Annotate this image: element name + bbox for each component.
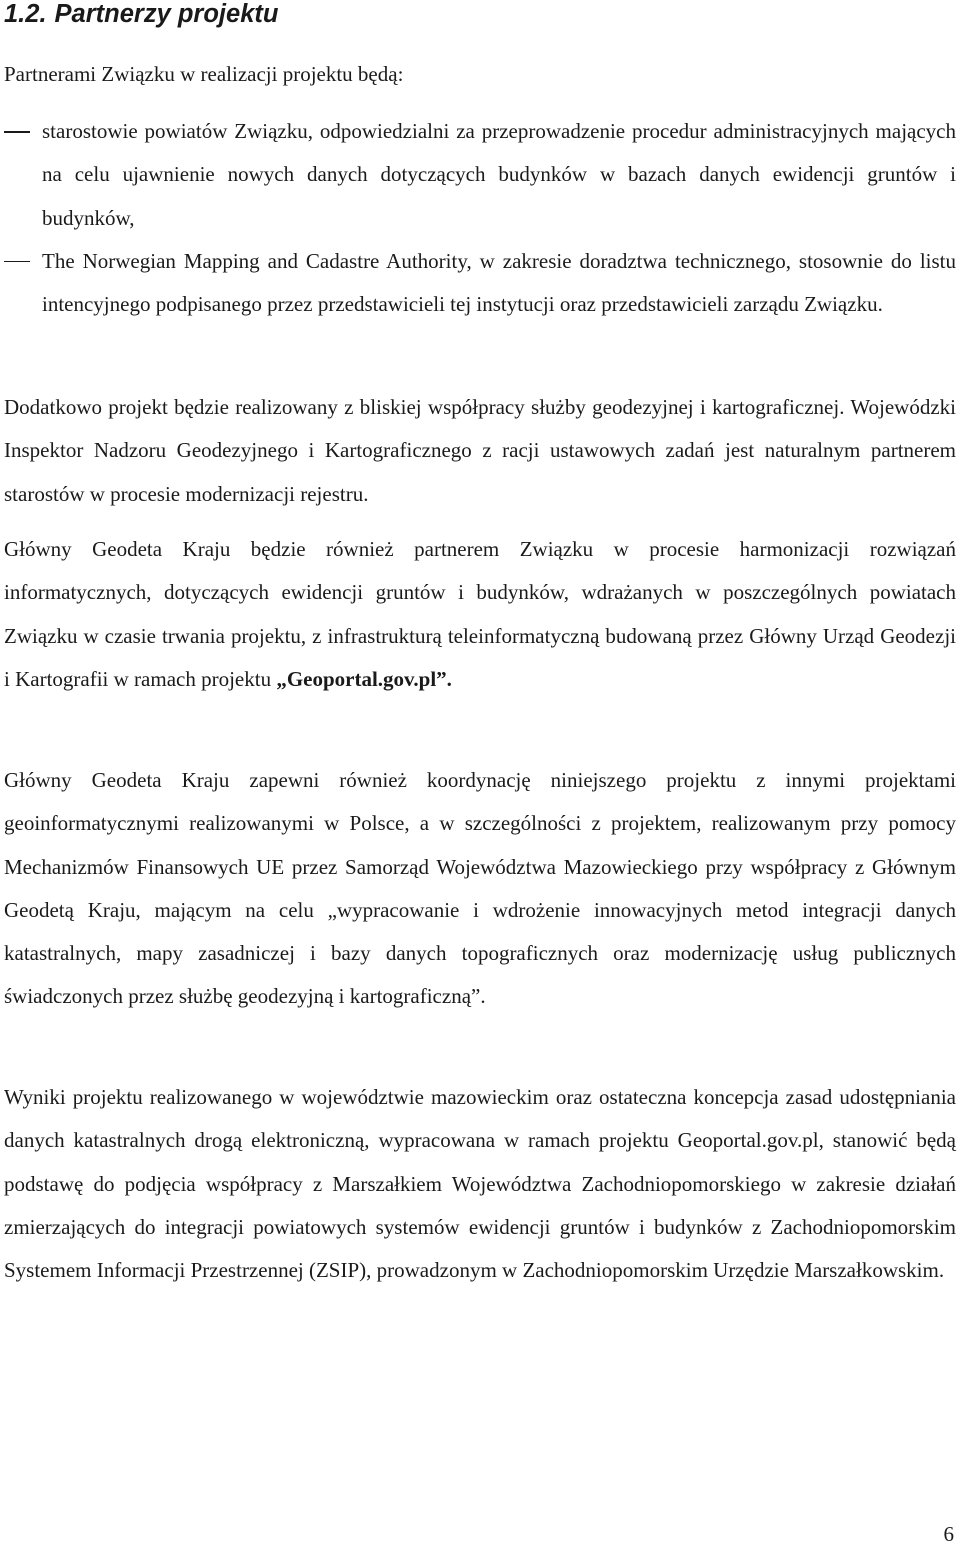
section-number: 1.2.	[4, 0, 47, 28]
section-heading	[4, 0, 278, 36]
paragraph-coordination: Główny Geodeta Kraju zapewni również koordynację niniejszego projektu z innymi projektami geoinformatycznymi realizowanymi w Polsce, a w szczególności z projektem, realizowanym przy pomocy Mechanizmów Finansowych UE przez Samorząd Województwa Mazowieckiego przy współpracy z Głównym Geodetą Kraju, mającym na celu „wypracowanie i wdrożenie innowacyjnych metod integracji danych katastralnych, mapy zasadniczej i bazy danych topograficznych oraz modernizację usług publicznych świadczonych przez służbę geodezyjną i kartograficzną”.	[4, 768, 956, 1009]
section-title: Partnerzy projektu	[54, 0, 279, 28]
partners-list	[4, 110, 956, 326]
list-item-text: The Norwegian Mapping and Cadastre Authority, w zakresie doradztwa technicznego, stosownie do listu intencyjnego podpisanego przez przedstawicieli tej instytucji oraz przedstawicieli zarządu Związku.	[42, 248, 956, 317]
list-item-text: starostowie powiatów Związku, odpowiedzialni za przeprowadzenie procedur administracyjnych mających na celu ujawnienie nowych danych dotyczących budynków w bazach danych ewidencji gruntów i budynków,	[42, 119, 956, 230]
paragraph-cooperation: Dodatkowo projekt będzie realizowany z bliskiej współpracy służby geodezyjnej i kartograficznej. Wojewódzki Inspektor Nadzoru Geodezyjnego i Kartograficznego z racji ustawowych zadań jest naturalnym partnerem starostów w procesie modernizacji rejestru.	[4, 395, 956, 506]
paragraph-results: Wyniki projektu realizowanego w województwie mazowieckim oraz ostateczna koncepcja zasad udostępniania danych katastralnych drogą elektroniczną, wypracowana w ramach projektu Geoportal.gov.pl, stanowić będą podstawę do podjęcia współpracy z Marszałkiem Województwa Zachodniopomorskiego w zakresie działań zmierzających do integracji powiatowych systemów ewidencji gruntów i budynków z Zachodniopomorskim Systemem Informacji Przestrzennej (ZSIP), prowadzonym w Zachodniopomorskim Urzędzie Marszałkowskim.	[4, 1085, 956, 1283]
dash-bullet-icon	[4, 261, 30, 263]
paragraph-harmonization-text: Główny Geodeta Kraju będzie również partnerem Związku w procesie harmonizacji rozwiązań informatycznych, dotyczących ewidencji gruntów i budynków, wdrażanych w poszczególnych powiatach Związku w czasie trwania projektu, z infrastrukturą teleinformatyczną budowaną przez Główny Urząd Geodezji i Kartografii w ramach projektu	[4, 537, 956, 691]
paragraph-harmonization	[4, 528, 956, 701]
list-item	[4, 240, 956, 327]
list-item	[4, 110, 956, 240]
dash-bullet-icon	[4, 131, 30, 133]
intro-paragraph: Partnerami Związku w realizacji projektu będą:	[4, 62, 404, 86]
geoportal-name: „Geoportal.gov.pl”.	[276, 666, 452, 691]
page-number: 6	[943, 1522, 954, 1546]
